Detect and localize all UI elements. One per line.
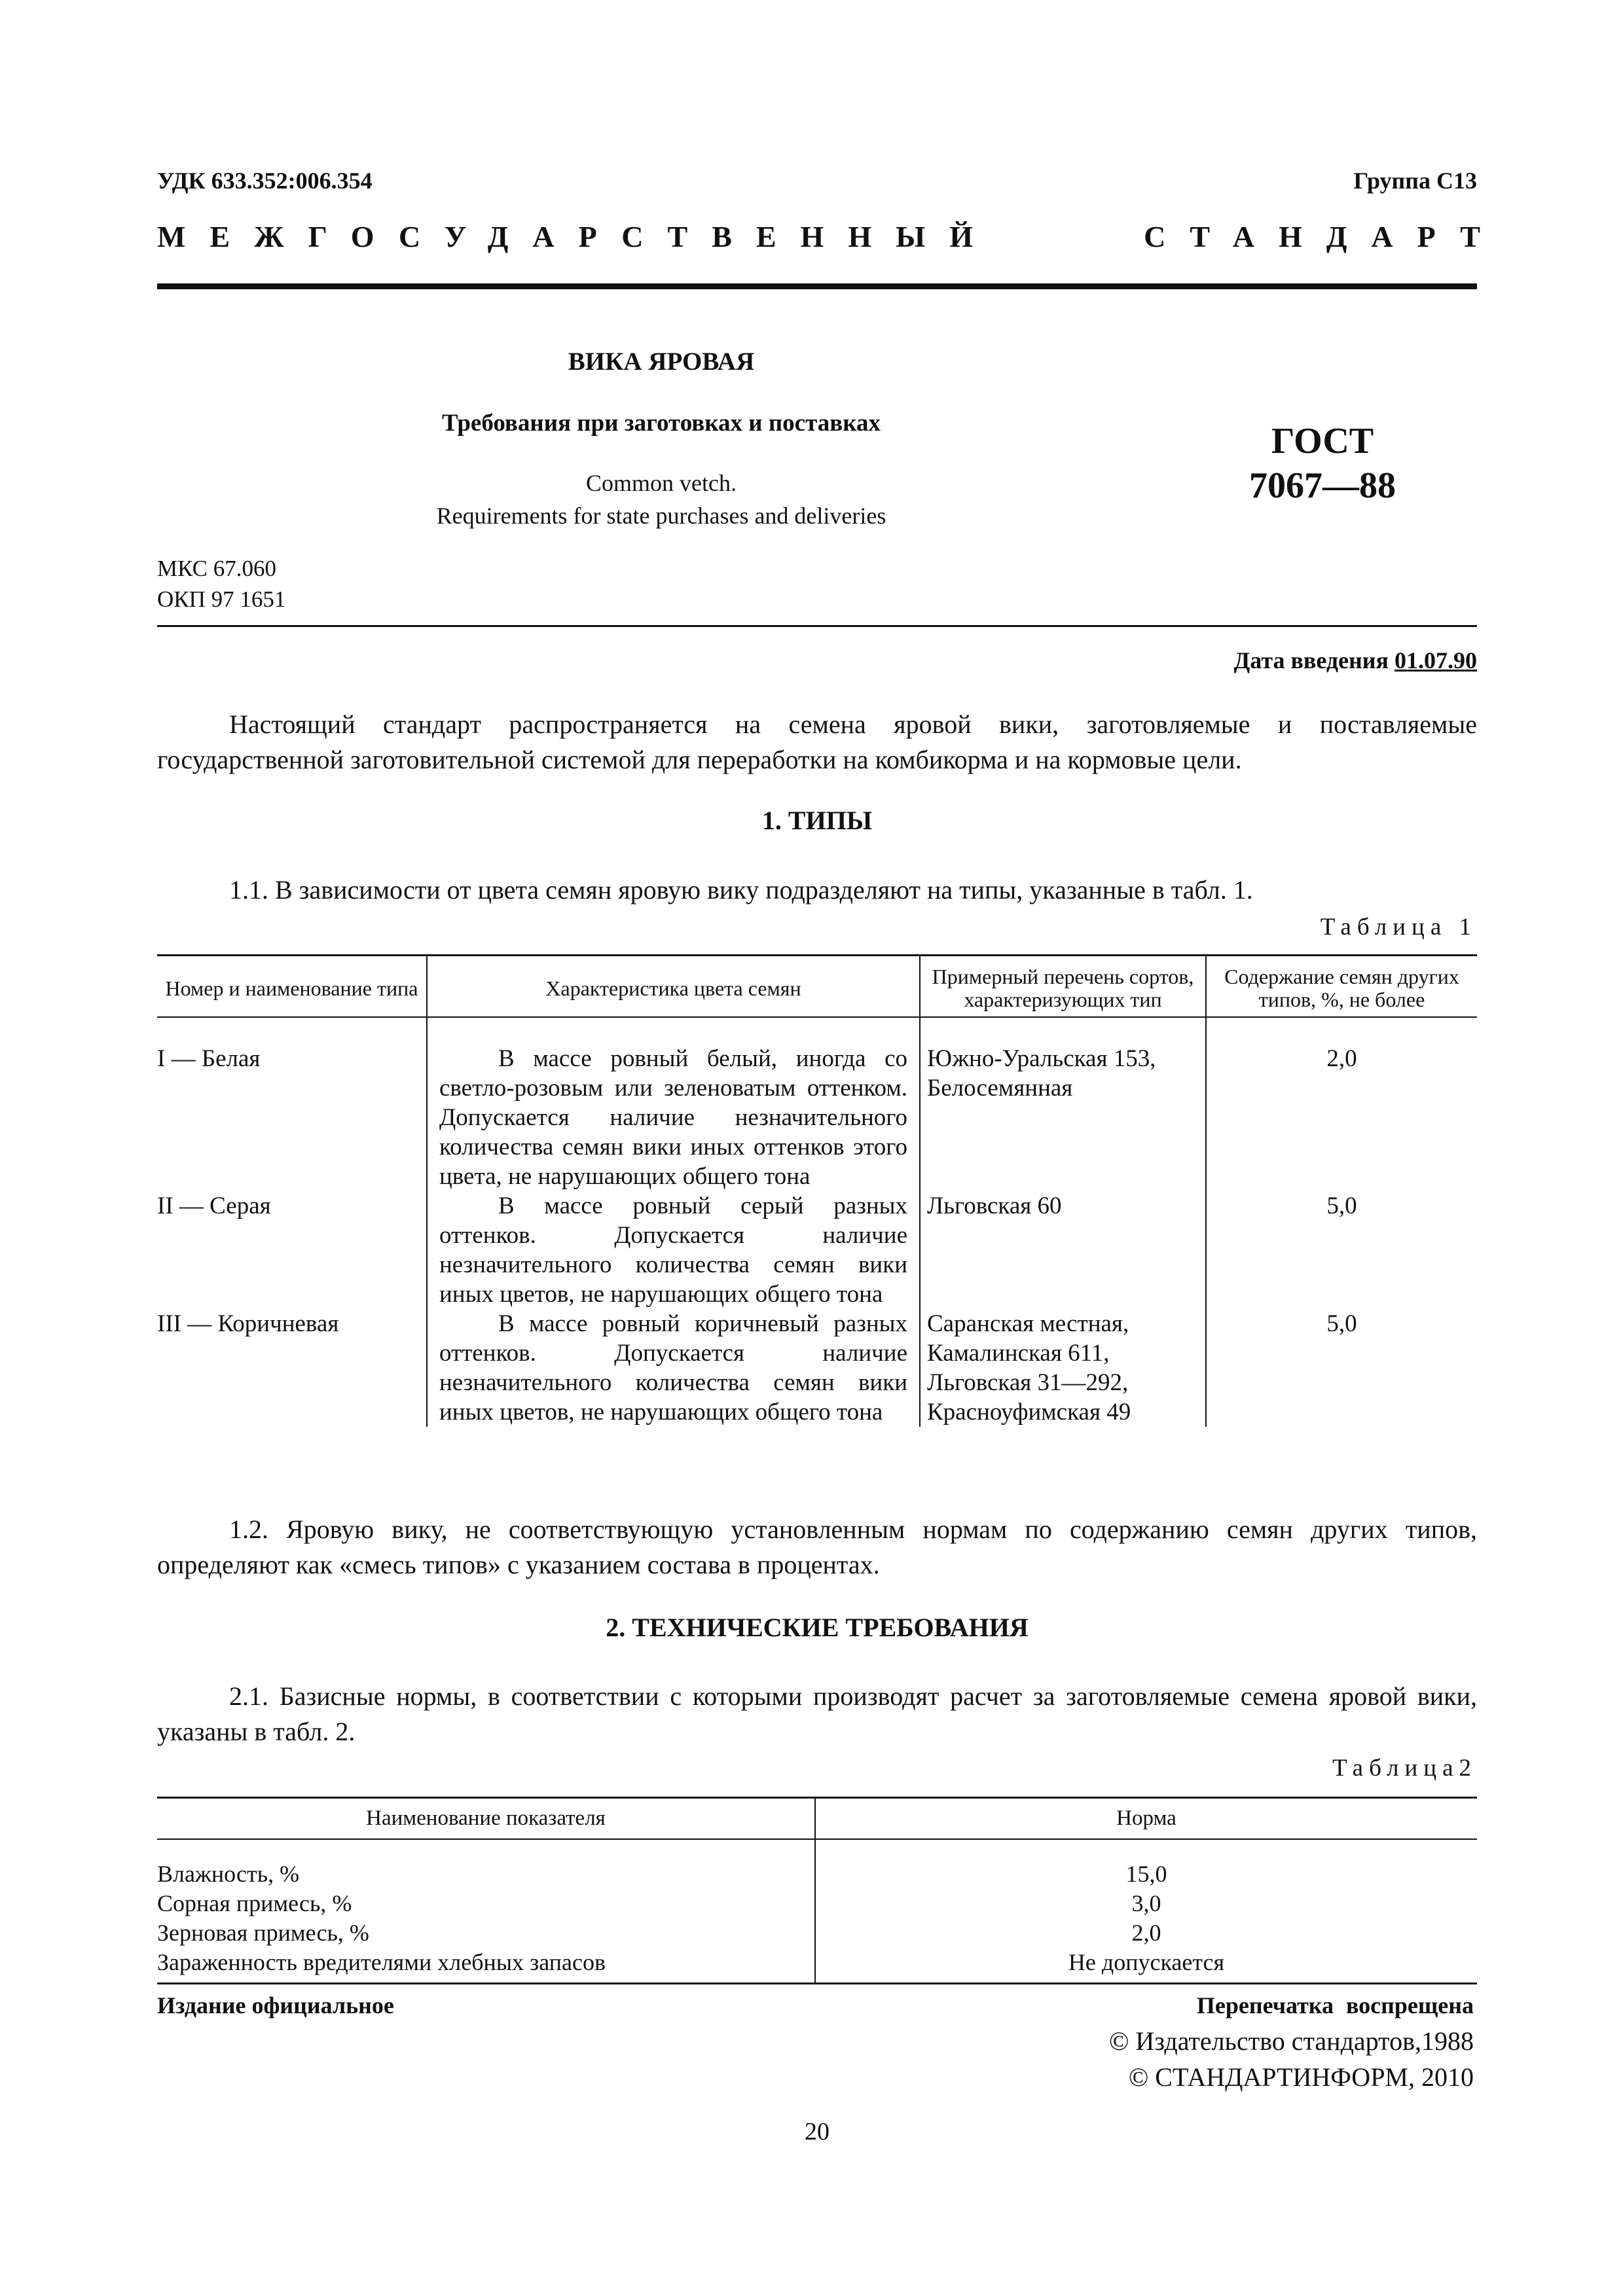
group-code: Группа С13: [1353, 168, 1477, 194]
title-divider: [157, 625, 1477, 627]
english-title-line2: Requirements for state purchases and deliveries: [436, 503, 886, 529]
type-varieties: Саранская местная, Камалинская 611, Льговская 31—292, Красноуфимская 49: [920, 1309, 1206, 1427]
type-varieties: Льговская 60: [920, 1191, 1206, 1309]
udk-code: УДК 633.352:006.354: [157, 168, 373, 194]
effective-date: [1234, 647, 1478, 674]
table-row: [157, 1839, 1477, 1889]
table-row: [157, 1918, 1477, 1948]
reprint-notice: Перепечатка воспрещена: [1196, 1992, 1474, 2018]
norms-table-header: [157, 1798, 1477, 1840]
indicator-value: 15,0: [815, 1839, 1477, 1889]
table1-caption: Таблица 1: [1320, 914, 1477, 941]
type-name: III — Коричневая: [157, 1310, 339, 1337]
norms-table: [157, 1797, 1477, 1984]
copyright-line1: © Издательство стандартов,1988: [1108, 2026, 1474, 2056]
section1-p1-text: 1.1. В зависимости от цвета семян яровую вику подразделяют на типы, указанные в табл. 1.: [229, 875, 1253, 905]
type-description: В массе ровный серый разных оттенков. Допускается наличие незначительного количества семян вики иных цветов, не нарушающих общего тона: [427, 1191, 920, 1309]
intro-paragraph: [157, 707, 1477, 778]
english-title: [157, 467, 1165, 532]
intro-text: Настоящий стандарт распространяется на семена яровой вики, заготовляемые и поставляемые государственной заготовительной системой для переработки на комбикорма и на кормовые цели.: [157, 709, 1477, 774]
mks-code: МКС 67.060: [157, 556, 276, 581]
type-description: В массе ровный белый, иногда со светло-розовым или зеленоватым оттенком. Допускается наличие незначительного количества семян вики иных оттенков этого цвета, не нарушающих общего тона: [427, 1017, 920, 1191]
table2-caption: Таблица2: [1332, 1755, 1477, 1782]
section2-heading: 2. ТЕХНИЧЕСКИЕ ТРЕБОВАНИЯ: [606, 1613, 1029, 1642]
gost-label: ГОСТ: [1271, 421, 1374, 461]
indicator-value: 3,0: [815, 1889, 1477, 1918]
official-edition-label: Издание официальное: [157, 1992, 394, 2018]
col-header-description: Характеристика цвета семян: [427, 956, 920, 1018]
col-header-content: Содержание семян других типов, %, не более: [1206, 956, 1477, 1018]
types-table-header: [157, 956, 1477, 1018]
section1-p2: [157, 1512, 1477, 1583]
effective-date-value: 01.07.90: [1395, 647, 1477, 673]
table-row: [157, 1948, 1477, 1984]
type-content: 5,0: [1206, 1309, 1477, 1427]
section1-heading: 1. ТИПЫ: [761, 806, 873, 835]
copyright-line2: © СТАНДАРТИНФОРМ, 2010: [1128, 2062, 1474, 2092]
table-row: [157, 1309, 1477, 1427]
section1-p1: [157, 872, 1477, 908]
col-header-indicator: Наименование показателя: [366, 1806, 606, 1830]
english-title-line1: Common vetch.: [586, 470, 737, 496]
type-content: 2,0: [1206, 1017, 1477, 1191]
standard-label: СТАНДАРТ: [1144, 220, 1504, 253]
type-name: II — Серая: [157, 1193, 271, 1219]
classification-codes: [157, 553, 285, 615]
section1-p2-text: 1.2. Яровую вику, не соответствующую установленным нормам по содержанию семян других типов, определяют как «смесь типов» с указанием состава в процентах.: [157, 1515, 1477, 1579]
interstate-label: МЕЖГОСУДАРСТВЕННЫЙ: [157, 220, 998, 253]
table-row: [157, 1889, 1477, 1918]
indicator-name: Влажность, %: [157, 1861, 300, 1887]
table-row: [157, 1017, 1477, 1191]
types-table: [157, 954, 1477, 1427]
effective-date-label: Дата введения: [1233, 647, 1389, 673]
section2-p1-text: 2.1. Базисные нормы, в соответствии с которыми производят расчет за заготовляемые семена яровой вики, указаны в табл. 2.: [157, 1681, 1477, 1746]
col-header-norm: Норма: [815, 1798, 1477, 1840]
indicator-value: 2,0: [815, 1918, 1477, 1948]
col-header-varieties: Примерный перечень сортов, характеризующих тип: [920, 956, 1206, 1018]
table-row: [157, 1191, 1477, 1309]
gost-designation: [1178, 419, 1467, 508]
indicator-name: Зараженность вредителями хлебных запасов: [157, 1949, 606, 1975]
document-subtitle: Требования при заготовках и поставках: [442, 410, 881, 437]
indicator-name: Сорная примесь, %: [157, 1890, 352, 1916]
indicator-name: Зерновая примесь, %: [157, 1920, 369, 1946]
gost-number: 7067—88: [1249, 465, 1396, 506]
type-description: В массе ровный коричневый разных оттенков. Допускается наличие незначительного количества семян вики иных цветов, не нарушающих общего тона: [427, 1309, 920, 1427]
type-name: I — Белая: [157, 1045, 261, 1072]
okp-code: ОКП 97 1651: [157, 586, 286, 612]
type-content: 5,0: [1206, 1191, 1477, 1309]
header-divider: [157, 283, 1477, 289]
type-varieties: Южно-Уральская 153, Белосемянная: [920, 1017, 1206, 1191]
section2-p1: [157, 1679, 1477, 1749]
indicator-value: Не допускается: [815, 1948, 1477, 1984]
document-title: ВИКА ЯРОВАЯ: [568, 348, 755, 376]
page-number: 20: [805, 2118, 830, 2145]
col-header-type: Номер и наименование типа: [165, 976, 418, 1000]
